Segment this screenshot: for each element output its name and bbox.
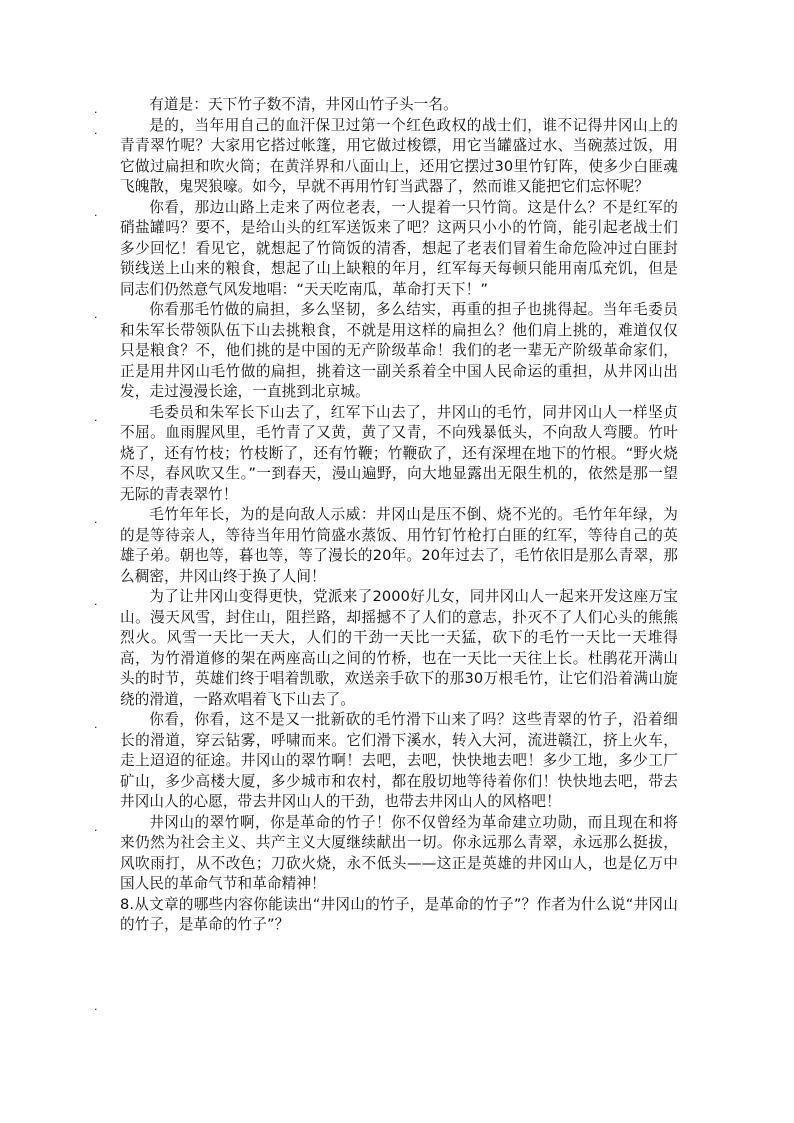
- bullet-dot: .: [94, 410, 98, 424]
- paragraph-text: 你看那毛竹做的扁担，多么坚韧，多么结实，再重的担子也挑得起。当年毛委员和朱军长带领队伍下山去挑粮食，不就是用这样的扁担么？他们肩上挑的，难道仅仅只是粮食？不，他们挑的是中国的无产阶级革命！我们的老一辈无产阶级革命家们，正是用井冈山毛竹做的扁担，挑着这一副关系着全中国人民命运的重担，从井冈山出发，走过漫漫长途，一直挑到北京城。: [120, 301, 678, 400]
- paragraph-text: 是的，当年用自己的血汗保卫过第一个红色政权的战士们，谁不记得井冈山上的青青翠竹呢？大家用它搭过帐篷，用它做过梭镖，用它当罐盛过水、当碗蒸过饭，用它做过扁担和吹火筒；在黄洋界和八面山上，还用它摆过30里竹钉阵，使多少白匪魂飞魄散，鬼哭狼嚎。如今，早就不再用竹钉当武器了，然而谁又能把它们忘怀呢？: [120, 116, 678, 195]
- bullet-dot: .: [94, 718, 98, 731]
- paragraph: [94, 505, 678, 587]
- paragraph-text: 为了让井冈山变得更快，党派来了2000好儿女，同井冈山人一起来开发这座万宝山。漫天风雪，封住山，阻拦路，却摇撼不了人们的意志，扑灭不了人们心头的熊熊烈火。风雪一天比一天大，人们的干劲一天比一天猛，砍下的毛竹一天比一天堆得高，为竹滑道修的架在两座高山之间的竹桥，也在一天比一天往上长。杜鹃花开满山头的时节，英雄们终于唱着凯歌，欢送亲手砍下的那30万根毛竹，让它们沿着满山旋绕的滑道，一路欢唱着飞下山去了。: [120, 588, 678, 708]
- paragraph: [94, 813, 678, 895]
- paragraph-text: 毛委员和朱军长下山去了，红军下山去了，井冈山的毛竹，同井冈山人一样坚贞不屈。血雨腥风里，毛竹青了又黄，黄了又青，不向残暴低头，不向敌人弯腰。竹叶烧了，还有竹枝；竹枝断了，还有竹鞭；竹鞭砍了，还有深埋在地下的竹根。“野火烧不尽，春风吹又生。”一到春天，漫山遍野，向大地显露出无限生机的，依然是那一望无际的青表翠竹！: [120, 403, 678, 503]
- bullet-dot: .: [94, 103, 98, 116]
- bullet-dot: .: [94, 595, 98, 608]
- bullet-dot: .: [94, 820, 98, 834]
- bullet-dot: .: [94, 308, 98, 321]
- paragraph: [94, 198, 678, 301]
- paragraph-text: 有道是：天下竹子数不清，井冈山竹子头一名。: [149, 96, 458, 113]
- bullet-dot: .: [94, 205, 98, 219]
- paragraph-text: 井冈山的翠竹啊，你是革命的竹子！你不仅曾经为革命建立功勋，而且现在和将来仍然为社会主义、共产主义大厦继续献出一切。你永远那么青翠，永远那么挺拔，风吹雨打，从不改色；刀砍火烧，永不低头——这正是英雄的井冈山人，也是亿万中国人民的革命气节和革命精神！: [120, 813, 678, 892]
- paragraph: [94, 95, 678, 116]
- bullet-dot: .: [94, 1000, 98, 1013]
- paragraph: [94, 710, 678, 813]
- paragraph-text: 你看，那边山路上走来了两位老表，一人提着一只竹筒。这是什么？不是红军的硝盐罐吗？要不，是给山头的红军送饭来了吧？这两只小小的竹筒，能引起老战士们多少回忆！看见它，就想起了竹筒饭的清香，想起了老表们冒着生命危险冲过白匪封锁线送上山来的粮食，想起了山上缺粮的年月，红军每天每顿只能用南瓜充饥，但是同志们仍然意气风发地唱：“天天吃南瓜，革命打天下！”: [120, 198, 678, 298]
- article-body: [94, 95, 678, 936]
- paragraph-text: 毛竹年年长，为的是向敌人示威：井冈山是压不倒、烧不光的。毛竹年年绿，为的是等待亲人，等待当年用竹筒盛水蒸饭、用竹钉竹枪打白匪的红军，等待自己的英雄子弟。朝也等，暮也等，等了漫长的20年。20年过去了，毛竹依旧是那么青翠，那么稠密，井冈山终于换了人间！: [120, 506, 678, 585]
- paragraph: [94, 403, 678, 506]
- paragraph: [94, 300, 678, 403]
- paragraph: [94, 116, 678, 198]
- paragraph: [94, 587, 678, 710]
- question-text: 8.从文章的哪些内容你能读出“井冈山的竹子，是革命的竹子”？作者为什么说“井冈山的竹子，是革命的竹子”？: [120, 895, 678, 933]
- bullet-dot: .: [94, 513, 98, 526]
- paragraph-text: 你看，你看，这不是又一批新砍的毛竹滑下山来了吗？这些青翠的竹子，沿着细长的滑道，穿云钻雾，呼啸而来。它们滑下溪水，转入大河，流进赣江，挤上火车，走上迢迢的征途。井冈山的翠竹啊！去吧，去吧，快快地去吧！多少工地，多少工厂矿山，多少高楼大厦，多少城市和农村，都在殷切地等待着你们！快快地去吧，带去井冈山人的心愿，带去井冈山人的干劲，也带去井冈山人的风格吧！: [120, 711, 678, 810]
- bullet-dot: .: [94, 123, 98, 137]
